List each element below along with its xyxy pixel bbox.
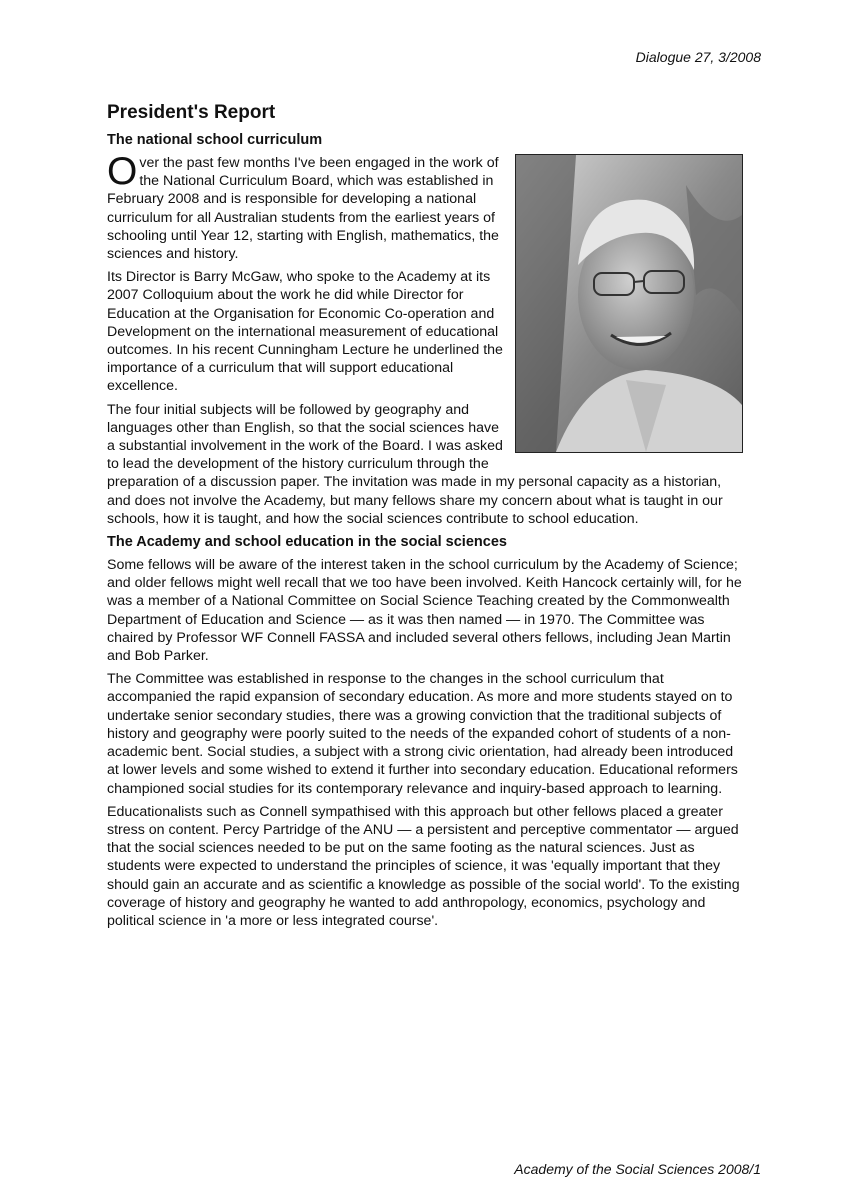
portrait-photo — [515, 154, 743, 453]
paragraph-5: The Committee was established in response to the changes in the school curriculum that accompanied the rapid expansion of secondary education. As more and more students stayed on to undertake senior secondary studies, there was a growing conviction that the traditional subjects of history and geography were poorly suited to the needs of the expanded cohort of students of a non-academic bent. Social studies, a subject with a strong civic orientation, had already been introduced at lower levels and some wished to extend it further into secondary education. Educational reformers championed social studies for its contemporary relevance and inquiry-based approach to learning. — [107, 671, 738, 797]
paragraph-3: The four initial subjects will be followed by geography and languages other than English, so that the social sciences have a substantial involvement in the work of the Board. I was asked to lead the development of the history curriculum through the preparation of a discussion paper. The invitation was made in my personal capacity as a historian, and does not involve the Academy, but many fellows share my concern about what is taught in our schools, how it is taught, and how the social sciences contribute to school education. — [107, 401, 723, 527]
paragraph-1-text: ver the past few months I've been engaged in the work of the National Curriculum Board, which was established in February 2008 and is responsible for developing a national curriculum for all Australian students from the earliest years of schooling until Year 12, starting with English, mathematics, the sciences and history. — [107, 155, 499, 263]
article — [107, 101, 743, 935]
page-title: President's Report — [107, 102, 276, 123]
portrait-image — [516, 155, 742, 452]
section-heading-academy: The Academy and school education in the social sciences — [107, 534, 507, 551]
drop-cap: O — [107, 150, 138, 193]
issue-reference: Dialogue 27, 3/2008 — [635, 49, 761, 65]
paragraph-4: Some fellows will be aware of the interest taken in the school curriculum by the Academy of Science; and older fellows might well recall that we too have been involved. Keith Hancock certainly will, for he was a member of a National Committee on Social Science Teaching created by the Commonwealth Department of Education and Science — as it was then named — in 1970. The Committee was chaired by Professor WF Connell FASSA and included several others fellows, including Jean Martin and Bob Parker. — [107, 557, 742, 665]
publication-footer: Academy of the Social Sciences 2008/1 — [514, 1161, 761, 1177]
paragraph-6: Educationalists such as Connell sympathised with this approach but other fellows placed a greater stress on content. Percy Partridge of the ANU — a persistent and perceptive commentator — argued that the social sciences needed to be put on the same footing as the natural sciences. Just as students were expected to understand the principles of science, it was 'equally important that they should gain an accurate and as scientific a knowledge as possible of the social world'. To the existing coverage of history and geography he wanted to add anthropology, economics, psychology and political science in 'a more or less integrated course'. — [107, 803, 740, 929]
section-heading-curriculum: The national school curriculum — [107, 132, 323, 148]
paragraph-2: Its Director is Barry McGaw, who spoke to the Academy at its 2007 Colloquium about the work he did while Director for Education at the Organisation for Economic Co-operation and Development on the international measurement of educational outcomes. In his recent Cunningham Lecture he underlined the importance of a curriculum that will support educational excellence. — [107, 269, 503, 395]
